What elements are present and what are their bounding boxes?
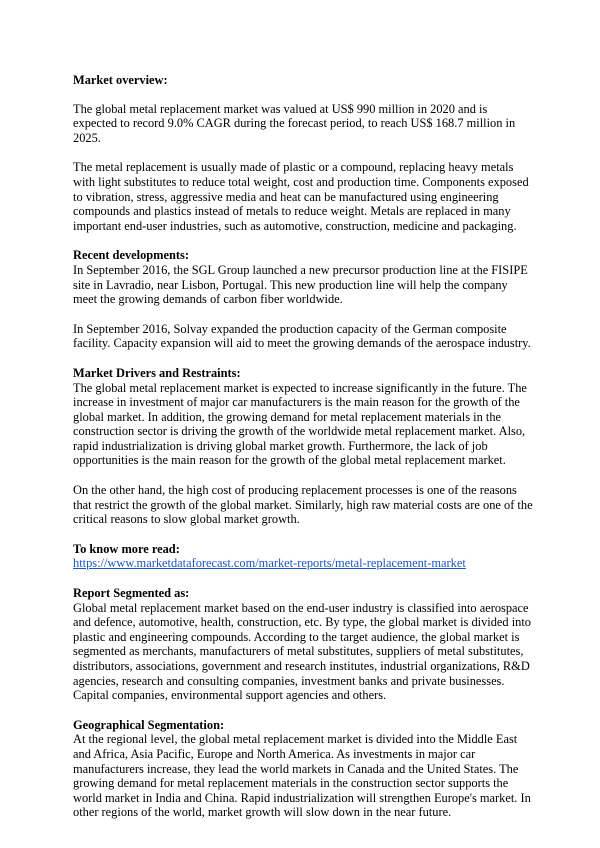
section-recent-developments: [73, 248, 533, 351]
section-geographical: [73, 718, 533, 820]
paragraph-overview-description: The metal replacement is usually made of plastic or a compound, replacing heavy metals with light substitutes to reduce total weight, cost and production time. Components exposed to vibration, stress, aggressive media and heat can be manufactured using engineering compounds and plastics instead of metals to reduce weight. Metals are replaced in many important end-user industries, such as automotive, construction, medicine and packaging.: [73, 160, 529, 233]
paragraph-geographical: At the regional level, the global metal replacement market is divided into the Middle East and Africa, Asia Pacific, Europe and North America. As investments in major car manufacturers increase, they lead the world markets in Canada and the United States. The growing demand for metal replacement materials in the construction sector supports the world market in India and China. Rapid industrialization will strengthen Europe's market. In other regions of the world, market growth will slow down in the near future.: [73, 732, 531, 820]
paragraph-solvay: In September 2016, Solvay expanded the production capacity of the German composite facility. Capacity expansion will aid to meet the growing demands of the aerospace industry.: [73, 321, 531, 351]
paragraph-overview-valuation: The global metal replacement market was valued at US$ 990 million in 2020 and is expected to record 9.0% CAGR during the forecast period, to reach US$ 168.7 million in 2025.: [73, 101, 516, 145]
report-link-line: [73, 556, 533, 571]
paragraph-restraints: On the other hand, the high cost of producing replacement processes is one of the reasons that restrict the growth of the global market. Similarly, high raw material costs are one of the critical reasons to slow global market growth.: [73, 483, 533, 527]
paragraph-sgl-group: In September 2016, the SGL Group launched a new precursor production line at the FISIPE site in Lavradio, near Lisbon, Portugal. This new production line will help the company meet the growing demands of carbon fiber worldwide.: [73, 262, 528, 307]
document-page: [73, 73, 533, 835]
paragraph-drivers: The global metal replacement market is expected to increase significantly in the future. The increase in investment of major car manufacturers is the main reason for the growth of the global market. In addition, the growing demand for metal replacement materials in the construction sector is driving the growth of the worldwide metal replacement market. Also, rapid industrialization is driving global market growth. Furthermore, the lack of job opportunities is the main reason for the growth of the global metal replacement market.: [73, 380, 527, 468]
heading-geographical: Geographical Segmentation:: [73, 717, 225, 732]
heading-market-drivers: Market Drivers and Restraints:: [73, 365, 241, 380]
heading-know-more: To know more read:: [73, 541, 180, 556]
heading-report-segmented: Report Segmented as:: [73, 586, 190, 601]
section-market-overview: [73, 73, 533, 233]
report-link[interactable]: https://www.marketdataforecast.com/market-reports/metal-replacement-market: [73, 556, 466, 571]
section-market-drivers: [73, 366, 533, 527]
paragraph-segmentation: Global metal replacement market based on the end-user industry is classified into aerospace and defence, automotive, health, construction, etc. By type, the global market is divided into plastic and engineering compounds. According to the target audience, the global market is segmented as merchants, manufacturers of metal substitutes, suppliers of metal substitutes, distributors, associations, government and research institutes, industrial organizations, R&D agencies, research and consulting companies, investment banks and private businesses. Capital companies, environmental support agencies and others.: [73, 600, 531, 703]
section-know-more: [73, 542, 533, 571]
heading-recent-developments: Recent developments:: [73, 248, 189, 263]
section-report-segmented: [73, 586, 533, 703]
heading-market-overview: Market overview:: [73, 73, 168, 87]
